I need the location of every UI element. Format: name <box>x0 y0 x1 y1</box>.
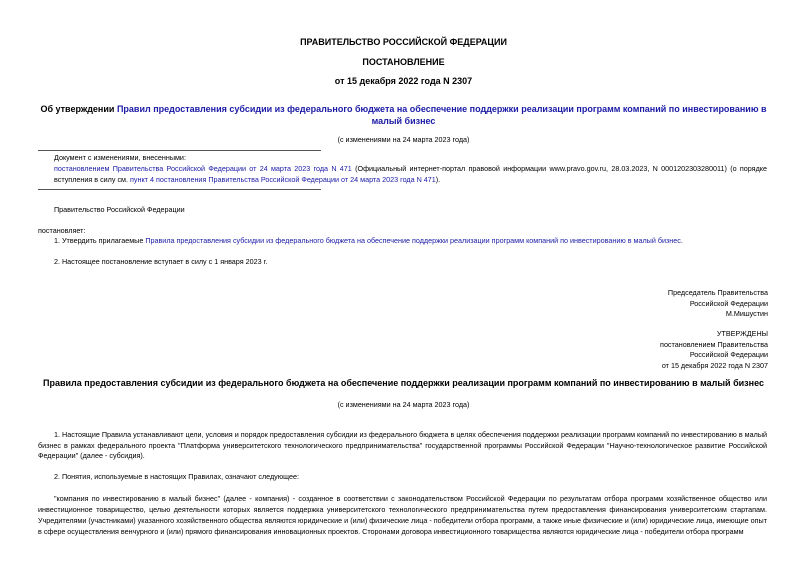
signature-name: М.Мишустин <box>725 309 768 318</box>
item-2: 2. Настоящее постановление вступает в силу с 1 января 2023 г. <box>54 257 268 266</box>
document-date-number: от 15 декабря 2022 года N 2307 <box>334 76 473 86</box>
rules-paragraph-3: "компания по инвестированию в малый бизнес" (далее - компания) - созданное в соответствии с законодательством Российской Федерации по результатам отбора программ хозяйственное общество или инвестиционное товарищество, целью деятельности которых является поддержка университетского технологического предпринимательства путем предоставления финансирования университетским стартапам. Учредителями (участниками) указанного хозяйственного общества являются юридические и (или) физические лица - победители отбора программ, а также иные физические и (или) юридические лица, имеющие опыт в сфере осуществления венчурного и (или) прямого финансирования инновационных проектов. Сторонами договора инвестиционного товарищества являются юридические лица - победители отбора программ <box>38 494 767 536</box>
approval-block <box>500 329 768 371</box>
approval-line-1: УТВЕРЖДЕНЫ <box>716 329 768 338</box>
title-rules-link[interactable]: Правил предоставления субсидии из федерального бюджета на обеспечение поддержки реализации программ компаний по инвестированию в малый бизнес <box>116 104 767 126</box>
rules-amendment-note: (с изменениями на 24 марта 2023 года) <box>337 400 470 409</box>
divider-bottom <box>38 189 321 190</box>
item-1-rules-link[interactable]: Правила предоставления субсидии из федерального бюджета на обеспечение поддержки реализации программ компаний по инвестированию в малый бизнес <box>145 236 681 245</box>
item-1-prefix: 1. Утвердить прилагаемые <box>54 236 146 245</box>
amendment-closing: ). <box>435 174 441 184</box>
amendments-text <box>54 164 767 185</box>
item-1-suffix: . <box>680 236 683 245</box>
decrees-line: постановляет: <box>38 226 86 235</box>
signature-block <box>500 288 768 320</box>
rules-paragraph-2: 2. Понятия, используемые в настоящих Правилах, означают следующее: <box>54 472 299 481</box>
title-prefix: Об утверждении <box>40 104 117 114</box>
rules-paragraph-1: 1. Настоящие Правила устанавливают цели, условия и порядок предоставления субсидии из федерального бюджета в целях обеспечения поддержки реализации программ компаний по инвестированию в малый бизнес в рамках федерального проекта "Платформа университетского технологического предпринимательства" государственной программы Российской Федерации "Научно-технологическое развитие Российской Федерации" (далее - субсидия). <box>38 430 767 460</box>
approval-line-2: постановлением Правительства <box>660 339 768 349</box>
signature-line-1: Председатель Правительства <box>667 288 768 297</box>
rules-title: Правила предоставления субсидии из федерального бюджета на обеспечение поддержки реализации программ компаний по инвестированию в малый бизнес <box>43 378 764 388</box>
amendment-link-decree-471[interactable]: постановлением Правительства Российской Федерации от 24 марта 2023 года N 471 <box>54 164 352 173</box>
amendment-note: (с изменениями на 24 марта 2023 года) <box>337 135 470 144</box>
amendment-link-point-4[interactable]: пункт 4 постановления Правительства Российской Федерации от 24 марта 2023 года N 471 <box>130 174 436 184</box>
signature-line-2: Российской Федерации <box>689 298 768 308</box>
document-type: ПОСТАНОВЛЕНИЕ <box>362 57 445 67</box>
government-line: Правительство Российской Федерации <box>54 205 185 214</box>
amendments-intro: Документ с изменениями, внесенными: <box>54 153 186 162</box>
amendment-source-text: (Официальный интернет-портал правовой информации www.pravo.gov.ru, 28.03.2023, N 0001202303280011) (о порядке вступления в силу см. <box>54 164 767 184</box>
document-title <box>40 103 767 127</box>
approval-line-3: Российской Федерации <box>689 350 768 359</box>
government-heading: ПРАВИТЕЛЬСТВО РОССИЙСКОЙ ФЕДЕРАЦИИ <box>300 37 507 47</box>
divider-top <box>38 150 321 151</box>
item-1 <box>54 236 767 247</box>
approval-line-4: от 15 декабря 2022 года N 2307 <box>661 360 768 370</box>
